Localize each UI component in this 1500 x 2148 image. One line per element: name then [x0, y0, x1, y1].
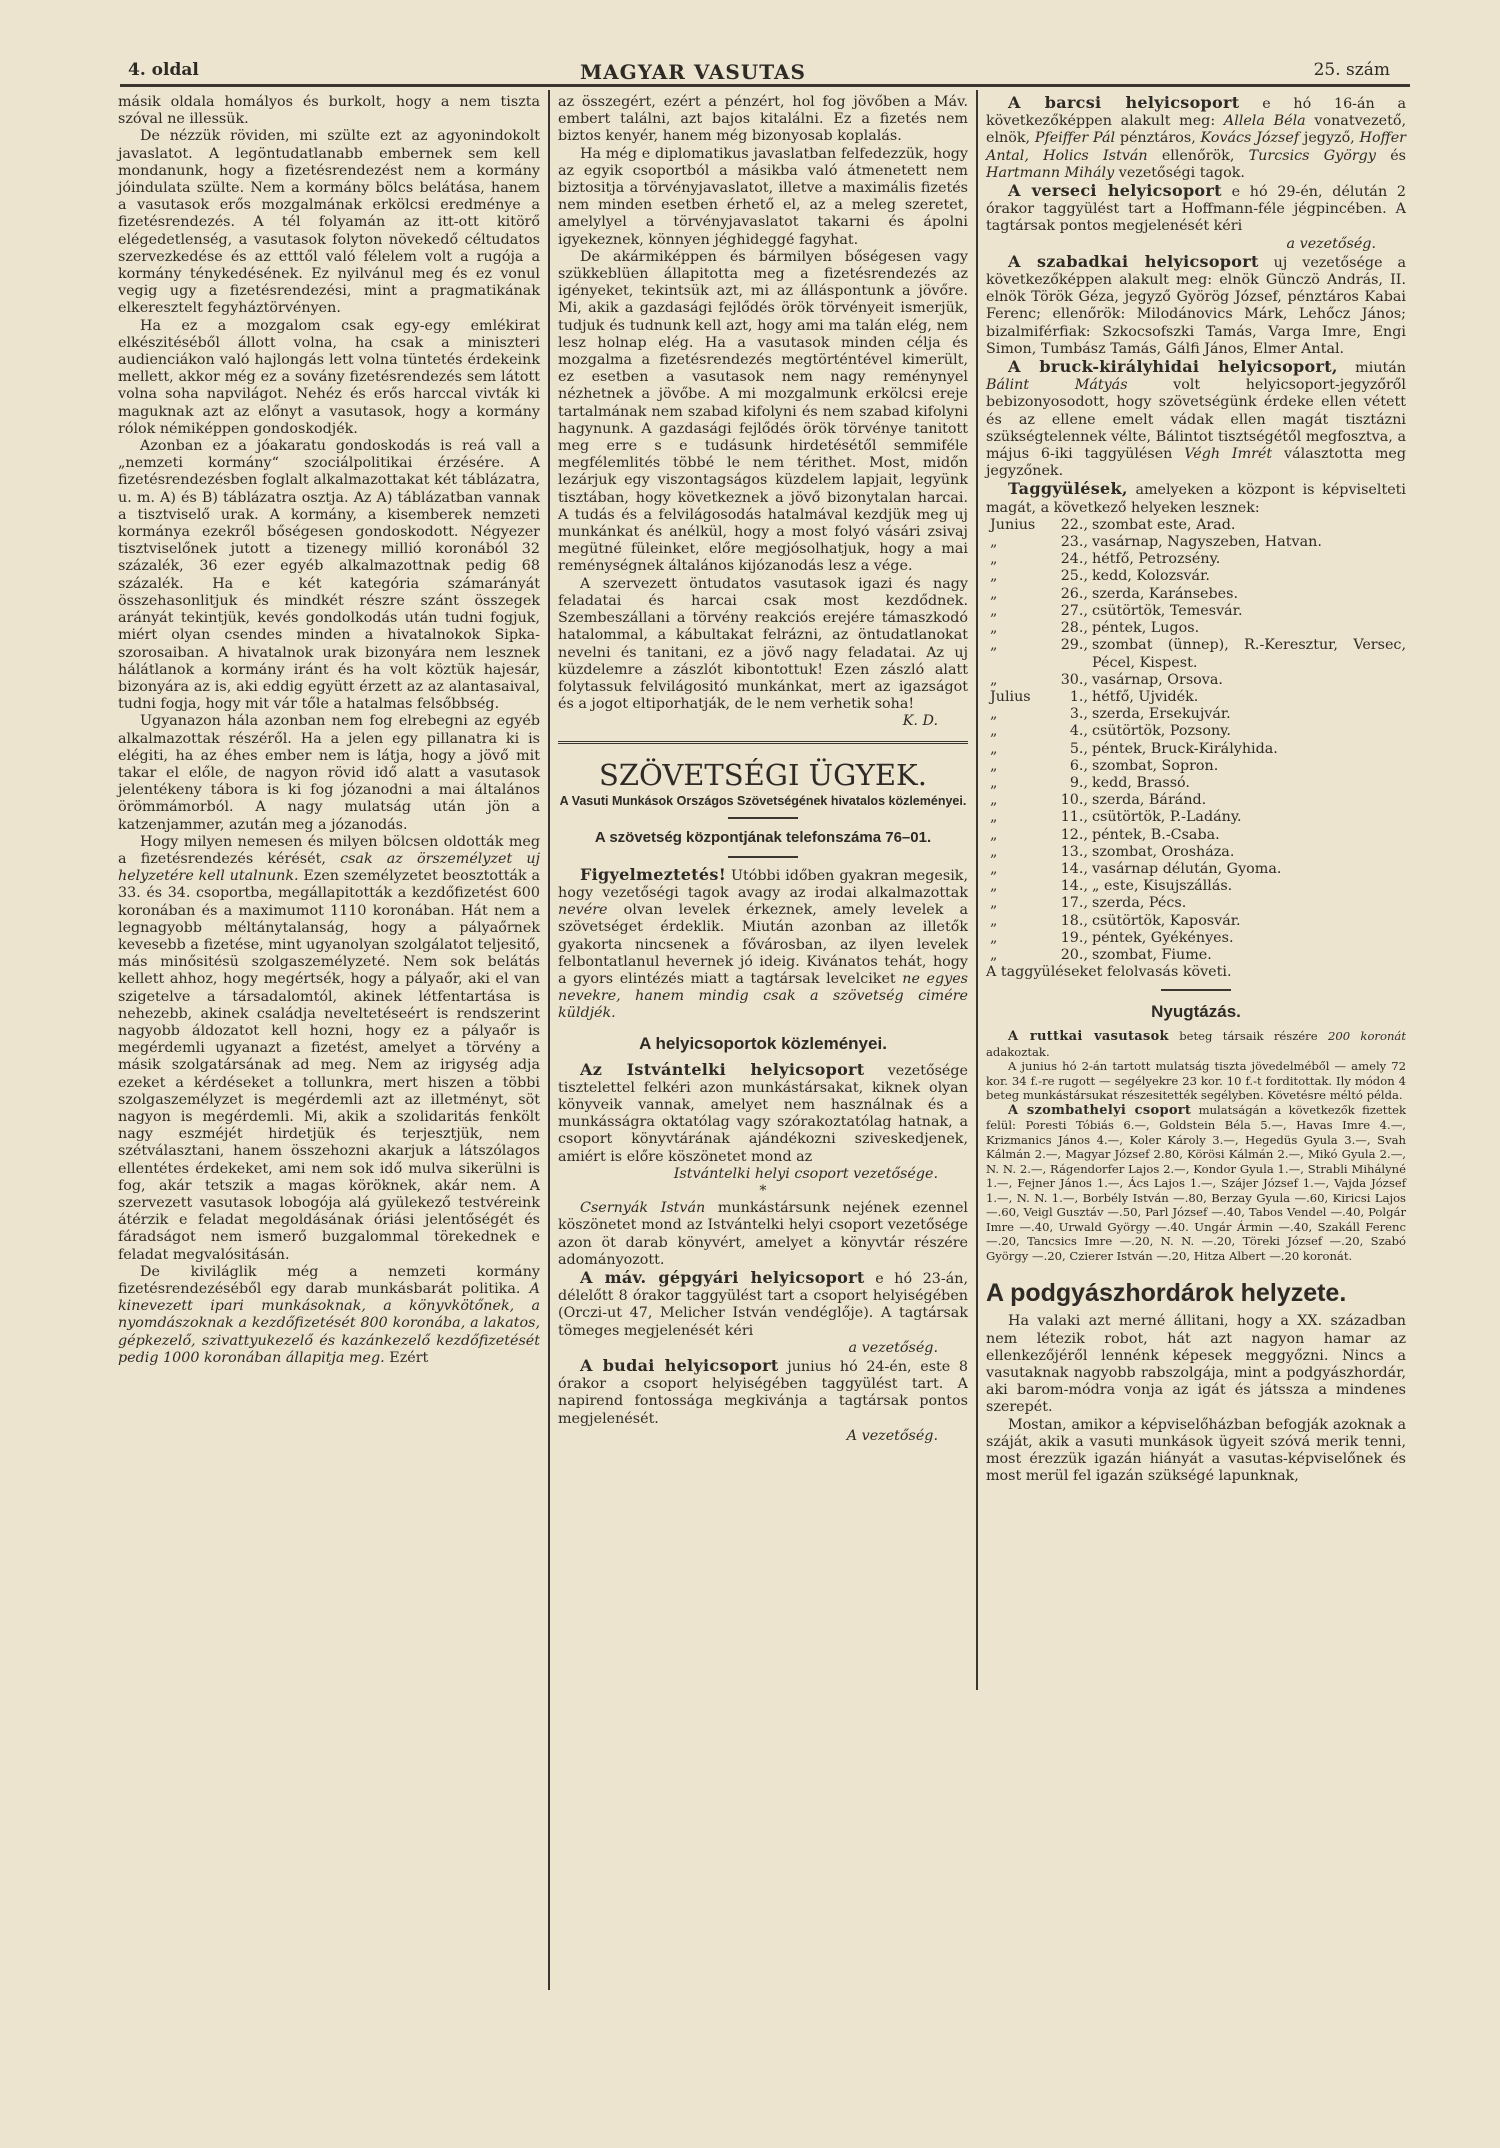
schedule-row: [986, 551, 1406, 568]
schedule-place: péntek, Gyékényes.: [1092, 929, 1234, 946]
schedule-row: [986, 947, 1406, 964]
schedule-place: péntek, Bruck-Királyhida.: [1092, 740, 1278, 757]
schedule-day: 23.,: [1060, 534, 1088, 551]
schedule-month: „: [990, 723, 998, 740]
schedule-place: kedd, Kolozsvár.: [1092, 568, 1210, 585]
schedule-row: [986, 672, 1406, 689]
schedule-row: [986, 689, 1406, 706]
article-paragraph: [558, 249, 968, 576]
schedule-month: „: [990, 912, 998, 929]
article-paragraph: [986, 1059, 1406, 1103]
schedule-row: [986, 758, 1406, 775]
article-paragraph: [986, 1417, 1406, 1486]
schedule-month: „: [990, 878, 998, 895]
schedule-month: Junius: [990, 516, 1036, 533]
article-paragraph: [986, 253, 1406, 358]
schedule-month: „: [990, 826, 998, 843]
article-paragraph: [986, 1103, 1406, 1264]
schedule-day: 13.,: [1060, 843, 1088, 860]
schedule-month: „: [990, 568, 998, 585]
schedule-row: [986, 603, 1406, 620]
schedule-month: „: [990, 637, 998, 654]
article-paragraph: [118, 318, 540, 438]
schedule-row: [986, 517, 1406, 534]
paragraph-text: olvan levelek érkeznek, amely levelek a szövetséget érdeklik. Miután azonban az illetők gyakorta nincsenek a fővárosban, az ilyen levelek felbontatlanul hevernek jó ideig. Kivánatos tehát, hogy a gyors elintézés miatt a tagtársak levelciket: [558, 902, 968, 987]
schedule-row: [986, 568, 1406, 585]
schedule-day: 14.,: [1060, 860, 1088, 877]
paragraph-lead: A barcsi helyicsoport: [1008, 93, 1240, 112]
italic-text: Végh Imrét: [1184, 446, 1273, 463]
schedule-month: „: [990, 860, 998, 877]
schedule-place: péntek, B.-Csaba.: [1092, 826, 1220, 843]
article-paragraph: [558, 866, 968, 1023]
schedule-row: [986, 534, 1406, 551]
schedule-row: [986, 637, 1406, 671]
schedule-row: [986, 913, 1406, 930]
paragraph-text: e hó 29-én, délután 2 órakor taggyülést tart a Hoffmann-féle jégpincében. A tagtársak pontos megjelenését kéri: [986, 184, 1407, 235]
schedule-day: 30.,: [1060, 671, 1088, 688]
paragraph-text: Mostan, amikor a képviselőházban befogják azoknak a száját, akik a vasuti munkások ügyeit szóvá merik tenni, most érezzük igazán hiányát a vasutas-képviselőnek és most merül fel igazán szükségé lapunknak,: [986, 1416, 1406, 1485]
schedule-place: szombat este, Arad.: [1092, 516, 1236, 533]
schedule-day: 3.,: [1069, 706, 1088, 723]
schedule-day: 17.,: [1060, 895, 1088, 912]
article-paragraph: [986, 1313, 1406, 1416]
schedule-place: kedd, Brassó.: [1092, 774, 1190, 791]
article-paragraph: [558, 146, 968, 249]
article-paragraph: [118, 834, 540, 1264]
schedule-month: „: [990, 620, 998, 637]
section-heading: Nyugtázás.: [1151, 1002, 1241, 1022]
paragraph-text: miután: [1337, 360, 1406, 377]
schedule-row: [986, 809, 1406, 826]
article-paragraph: [986, 182, 1406, 253]
schedule-month: „: [990, 740, 998, 757]
paragraph-text: Ha valaki azt merné állitani, hogy a XX. században nem létezik robot, hát azt nagyon hamar az ellenkezőjéről lennénk képesek meggyőzni. Nincs a vasutaknak nagyobb rabszolgája, mint a podgyászhordár, aki barom-módra vonja az igát és játssza a mindenes szerepét.: [986, 1313, 1406, 1416]
schedule-place: csütörtök, P.-Ladány.: [1092, 809, 1242, 826]
schedule-day: 12.,: [1060, 826, 1088, 843]
article-paragraph: [986, 480, 1406, 516]
column-3: [986, 94, 1406, 1485]
schedule-place: szerda, Pécs.: [1092, 895, 1187, 912]
italic-text: 200 koronát: [1327, 1029, 1406, 1044]
article-paragraph: [118, 128, 540, 317]
schedule-row: [986, 878, 1406, 895]
paragraph-lead: Taggyülések,: [1008, 479, 1128, 499]
column-divider: [976, 90, 978, 1690]
paragraph-text: vezetőségi tagok.: [1114, 164, 1245, 181]
schedule-row: [986, 706, 1406, 723]
paragraph-text: Ezért: [384, 1349, 429, 1366]
article-paragraph: [118, 713, 540, 833]
article-paragraph: [558, 1200, 968, 1269]
schedule-day: 9.,: [1069, 774, 1088, 791]
paragraph-text: ellenőrök,: [1147, 147, 1249, 164]
section-heading: SZÖVETSÉGI ÜGYEK.: [599, 757, 927, 792]
article-paragraph: [558, 1269, 968, 1357]
schedule-day: 24.,: [1060, 551, 1088, 568]
article-paragraph: [558, 94, 968, 146]
paragraph-lead: A máv. gépgyári helyicsoport: [580, 1267, 865, 1287]
schedule-place: hétfő, Ujvidék.: [1092, 688, 1199, 705]
paragraph-text: amelyeken a központ is képviselteti magát, a következő helyeken lesznek:: [986, 482, 1406, 516]
schedule-day: 6.,: [1069, 757, 1088, 774]
signature: Istvántelki helyi csoport vezetősége.: [673, 1165, 938, 1182]
schedule-day: 14.,: [1060, 878, 1088, 895]
column-2: [558, 94, 968, 1445]
signature: a vezetőség.: [848, 1339, 938, 1356]
page-header: [120, 56, 1410, 87]
section-heading: A Vasuti Munkások Országos Szövetségének hivatalos közleményei.: [559, 793, 967, 808]
schedule-place: csütörtök, Pozsony.: [1092, 723, 1231, 740]
paragraph-text: De nézzük röviden, mi szülte ezt az agyonindokolt javaslatot. A legöntudatlanabb embernek sem kell mondanunk, hogy a fizetésrendezést nem a kormány jóindulata szülte. Nem a kormány bölcs belátása, hanem a vasutasok erős mozgalmának erkölcsi eredménye a fizetésrendezés. A tél folyamán az itt-ott kitörő elégedetlenség, a vasutasok folyton növekedő céltudatos szervezkedése és az etttől való félelem volt a rugója a kormány ténykedésének. Ez nyilvánul meg és ez vonul vegig ugy a fizetésrendezési, mint a pragmatikának elkeresztelt fegyháztörvényen.: [118, 128, 540, 317]
schedule-month: „: [990, 706, 998, 723]
paragraph-text: pénztáros,: [1115, 130, 1201, 147]
section-heading: A szövetség központjának telefonszáma 76–01.: [594, 828, 932, 846]
schedule-day: 4.,: [1069, 723, 1088, 740]
separator-asterisk: *: [759, 1182, 767, 1199]
paragraph-text: Hogy milyen nemesen és milyen bölcsen oldották meg a fizetésrendezés kérését,: [118, 833, 540, 867]
schedule-place: szombat (ünnep), R.-Keresztur, Versec, Pécel, Kispest.: [1092, 637, 1406, 671]
schedule-month: „: [990, 602, 998, 619]
paragraph-text: adakoztak.: [986, 1044, 1050, 1059]
article-paragraph: [558, 1357, 968, 1445]
schedule-day: 19.,: [1060, 929, 1088, 946]
italic-text: Turcsics György: [1248, 147, 1376, 164]
paragraph-text: mulatságán a következők fizettek felül: Poresti Tóbiás 6.—, Goldstein Béla 5.—, Havas Imre 4.—, Krizmanics János 4.—, Koler Károly 3.—, Hegedüs Gyula 3.—, Svah Kálmán 2.—, Magyar József 2.80, Körösi Kálmán 2.—, Mikó Gyula 2.—, N. N. 2.—, Rágendorfer Lajos 2.—, Kondor Gyula 1.—, Strabli Mihályné 1.—, Fejner János 1.—, Ács Lajos 1.—, Szájer József 1.—, Vajda József 1.—, N. N. 1.—, Borbély István —.80, Berzay Gyula —.60, Kiricsi Lajos —.60, Veigl Gusztáv —.50, Parl József —.40, Tabos Vendel —.40, Polgár Imre —.40, Urwald György —.40. Ungár Ármin —.40, Szakáll Ferenc —.20, Tancsics Imre —.20, N. N. —.20, Töreki József —.20, Szabó György —.20, Czierer István —.20, Hitza Albert —.20 koronát.: [986, 1102, 1406, 1263]
article-paragraph: [558, 576, 968, 731]
meeting-schedule: [986, 517, 1406, 964]
schedule-row: [986, 620, 1406, 637]
italic-text: Csernyák István: [580, 1200, 706, 1217]
paragraph-text: Ugyanazon hála azonban nem fog elrebegni az egyéb alkalmazottak részéről. Ha a jelen egy pillanatra ki is elégiti, ha az éhes ember nem is látja, hogy a jövő mit takar el előle, de nagyon rövid idő alatt a vasutasok jelentékeny tábora is ki fog józanodni a mai általános örömmámorból. A nagy mulatság után jön a katzenjammer, azután meg a józanodás.: [118, 713, 540, 833]
signature: A vezetőség.: [846, 1427, 938, 1444]
section-heading: A podgyászhordárok helyzete.: [986, 1279, 1347, 1308]
column-1: [118, 94, 540, 1367]
schedule-row: [986, 586, 1406, 603]
schedule-place: hétfő, Petrozsény.: [1092, 551, 1221, 568]
paragraph-text: és: [1375, 147, 1406, 164]
article-paragraph: [986, 94, 1406, 182]
paragraph-lead: A ruttkai vasutasok: [1008, 1029, 1169, 1045]
paragraph-text: jegyző,: [1299, 130, 1360, 147]
schedule-day: 27.,: [1060, 602, 1088, 619]
schedule-month: „: [990, 895, 998, 912]
italic-text: Allela Béla: [1223, 113, 1306, 130]
schedule-month: „: [990, 809, 998, 826]
article-paragraph: [118, 94, 540, 128]
paragraph-text: volt helyicsoport-jegyzőről bebizonyosodott, hogy szövetségünk érdeke ellen vétett és az ellene emelt vádak ellen magát tisztázni szükségtelennek vélte, Bálintot tisztségétől megfosztva, a május 6-iki taggyülésen: [986, 377, 1406, 463]
schedule-row: [986, 895, 1406, 912]
schedule-place: szerda, Ersekujvár.: [1092, 706, 1231, 723]
paragraph-text: az összegért, ezért a pénzért, hol fog jövőben a Máv. embert találni, azt bajos kitalálni. Ez a fizetés nem biztos kenyér, hanem még bizonyosab koplalás.: [558, 94, 968, 145]
schedule-row: [986, 775, 1406, 792]
schedule-month: „: [990, 792, 998, 809]
schedule-place: vasárnap délután, Gyoma.: [1092, 860, 1282, 877]
schedule-place: „ este, Kisujszállás.: [1092, 878, 1233, 895]
paragraph-text: A junius hó 2-án tartott mulatság tiszta jövedelméből — amely 72 kor. 34 f.-re rugott — segélyekre 23 kor. 10 f.-t forditottak. Ily módon 4 beteg munkástársukat részesitették segélyben. Követésre méltó példa.: [986, 1059, 1406, 1103]
schedule-row: [986, 792, 1406, 809]
paragraph-text: Azonban ez a jóakaratu gondoskodás is reá vall a „nemzeti kormány“ szociálpolitikai érzésére. A fizetésrendezésben foglalt alkalmazottakat két táblázatra, u. m. A) és B) táblázatra osztja. Az A) táblázatban vannak a tisztviselő urak. A kormány, a kisemberek nemzeti kormánya ezekről bőségesen gondoskodott. Négyezer tisztviselőnek jutott a tizenegy millió koronából 32 százalék, 36 ezer egyéb alkalmazottnak pedig 68 százalék. Ha e két kategória számarányát összehasonlitjuk és mindkét részre szánt összegek arányát tekintjük, kevés gondolkodás után tudni fogjuk, miért olyan csendes minden a hivatalnokok Sipka-szorosaiban. A hivatalnok urak bizonyára nem lesznek hálátlanok a kormány iránt és ha volt köztük hajesár, bizonyára az is, aki eddig együtt érzett az az alantasaival, tudni fogja, hogy mit vár tőle a hatalmas felsőbbség.: [118, 438, 540, 713]
schedule-place: vasárnap, Orsova.: [1092, 671, 1223, 688]
paragraph-lead: Az Istvántelki helyicsoport: [580, 1059, 865, 1079]
schedule-day: 28.,: [1060, 620, 1088, 637]
paragraph-text: e hó 23-án, délelőtt 8 órakor taggyülést tart a csoport helyiségében (Orczi-ut 47, Melicher István vendéglője). A tagtársak tömeges megjelenését kéri: [558, 1270, 968, 1339]
paragraph-text: Ha még e diplomatikus javaslatban felfedezzük, hogy az egyik csoportból a másikba való átmenetett nem biztositja a törvényjavaslatot, illetve a maximális fizetés nem minden esetben érhető el, az a meleg szeretet, amelylyel a törvényjavaslatot takarni és ápolni igyekeznek, könnyen jéghideggé fagyhat.: [558, 145, 968, 248]
paragraph-text: vonatvezető, elnök,: [986, 113, 1406, 147]
schedule-day: 26.,: [1060, 585, 1088, 602]
schedule-day: 18.,: [1060, 912, 1088, 929]
schedule-place: csütörtök, Temesvár.: [1092, 602, 1243, 619]
schedule-place: péntek, Lugos.: [1092, 620, 1200, 637]
schedule-place: szerda, Báránd.: [1092, 792, 1207, 809]
italic-text: Pfeiffer Pál: [1034, 130, 1116, 147]
paragraph-lead: A bruck-királyhidai helyicsoport,: [1008, 357, 1338, 377]
schedule-row: [986, 741, 1406, 758]
newspaper-title: MAGYAR VASUTAS: [580, 60, 806, 84]
italic-text: Bálint Mátyás: [986, 377, 1128, 394]
schedule-month: „: [990, 757, 998, 774]
schedule-day: 11.,: [1060, 809, 1088, 826]
schedule-place: vasárnap, Nagyszeben, Hatvan.: [1092, 534, 1322, 551]
schedule-row: [986, 930, 1406, 947]
paragraph-text: uj vezetősége a következőképpen alakult meg: elnök Günczö András, II. elnök Török Géza, jegyző Györög József, pénztáros Kabai Ferenc; ellenőrök: Milodánovics Márk, Lehőcz János; bizalmiférfiak: Szkocsofszki Tamás, Varga Imre, Engi Simon, Tumbász Tamás, Gálfi János, Elmer Antal.: [986, 254, 1407, 357]
article-paragraph: [118, 1264, 540, 1367]
italic-text: A kinevezett ipari munkásoknak, a könyvkötőnek, a nyomdászoknak a kezdőfizetését 800 koronába, a lakatos, gépkezelő, szivattyukezelő és kazánkezelő kezdőfizetését pedig 1000 koronában állapitja meg.: [118, 1281, 540, 1366]
schedule-month: „: [990, 929, 998, 946]
paragraph-text: Utóbbi időben gyakran megesik, hogy vezetőségi tagok avagy az irodai alkalmazottak: [558, 867, 968, 901]
page-number: 4. oldal: [128, 60, 199, 80]
schedule-day: 10.,: [1060, 792, 1088, 809]
article-paragraph: [986, 1029, 1406, 1059]
paragraph-lead: Figyelmeztetés!: [580, 864, 727, 884]
paragraph-lead: A verseci helyicsoport: [1008, 181, 1222, 201]
schedule-month: „: [990, 946, 998, 963]
double-rule: [558, 741, 968, 744]
signature: a vezetőség.: [1286, 235, 1376, 252]
separator-rule: [728, 817, 798, 819]
paragraph-text: választotta meg jegyzőnek.: [986, 446, 1406, 480]
paragraph-text: Ezen személyzetet beosztották a 33. és 34. csoportba, megállapitották a kezdőfizetést 600 koronában és a maximumot 1110 koronában. Hát nem a legnagyobb méltánytalanság, hogy a pályaőrnek kevesebb a fizetése, mint ugyanolyan szolgálatot teljesitő, más minősitésü szolgaszemélyzeté. Nem sok belátás kellett ahhoz, hogy megértsék, hogy a pályaőr, aki el van szigetelve a társadalomtól, akinek létfentartása is nehezebb, akinek családja neveltetéseért is rendszerint nagyobb áldozatot kell hozni, hogy ez a pályaőr is megérdemli ugyanazt a fizetést, amelyet a törvény a másik szolgatársának ad meg. Nem az irigység adja ezeket a kérdéseket a tollunkra, mert hiszen a többi szolgaszemélyzet is megérdemli azt az illetményt, söt nagyon is megérdemli. Mi, akik a szolidaritás fenkölt nagy eszméjét hirdetjük és terjesztjük, nem szétválasztani, hanem összehozni akarjuk a látszólagos ellentétes érdekeket, ami nem sok idő mulva sikerülni is fog, akár tetszik a magas köröknek, akár nem. A szervezett vasutasok lobogója alá gyülekező testvéreink átérzik e feladat megoldásának óriási jelentőségét és fáradságot nem ismerő buzgalommal törekednek e feladat megvalósitásán.: [118, 868, 540, 1263]
article-paragraph: [986, 358, 1406, 480]
schedule-month: „: [990, 585, 998, 602]
schedule-place: szerda, Karánsebes.: [1092, 585, 1238, 602]
schedule-place: szombat, Sopron.: [1092, 757, 1219, 774]
schedule-day: 25.,: [1060, 568, 1088, 585]
schedule-month: „: [990, 843, 998, 860]
paragraph-text: munkástársunk nejének ezennel köszönetet mond az Istvántelki helyi csoport vezetősége azon öt darab könyvért, amelyet a könyvtár részére adományozott.: [558, 1200, 968, 1268]
schedule-month: „: [990, 671, 998, 688]
paragraph-lead: A szabadkai helyicsoport: [1008, 251, 1259, 271]
schedule-day: 5.,: [1069, 740, 1088, 757]
paragraph-text: A taggyüléseket felolvasás követi.: [986, 964, 1232, 981]
paragraph-text: Ha ez a mozgalom csak egy-egy emlékirat elkészitéséből állott volna, ha csak a miniszteri audienciákon való hajlongás lett volna tüntetés érdekeink mellett, akkor még ez a sovány fizetésrendezés sem látott volna soha napvilágot. Nehéz és erős harccal vivták ki maguknak azt az előnyt a vasutasok, hogy a kormány rólok némiképpen gondoskodjék.: [118, 317, 540, 437]
italic-text: csak az örszemélyzet uj helyzetére kell utalnunk.: [118, 850, 541, 885]
schedule-month: Julius: [990, 688, 1031, 705]
paragraph-text: e hó 16-án a következőképpen alakult meg:: [986, 96, 1406, 130]
schedule-place: csütörtök, Kaposvár.: [1092, 912, 1241, 929]
italic-text: Hoffer Antal, Holics István: [986, 130, 1406, 164]
schedule-row: [986, 723, 1406, 740]
article-paragraph: [558, 1061, 968, 1183]
schedule-day: 20.,: [1060, 946, 1088, 963]
schedule-month: „: [990, 551, 998, 568]
paragraph-text: másik oldala homályos és burkolt, hogy a nem tiszta szóval ne illessük.: [118, 94, 540, 128]
article-paragraph: [118, 438, 540, 713]
paragraph-text: junius hó 24-én, este 8 órakor a csoport helyiségében taggyülést tart. A napirend fontossága megkivánja a tagtársak pontos megjelenését.: [558, 1359, 969, 1427]
schedule-row: [986, 861, 1406, 878]
italic-text: Hartmann Mihály: [986, 164, 1115, 181]
signature: K. D.: [902, 713, 938, 730]
schedule-place: szombat, Orosháza.: [1092, 843, 1235, 860]
paragraph-text: A szervezett öntudatos vasutasok igazi és nagy feladatai és harcai csak most kezdődnek. Szembeszállani a törvény reakciós erejére támaszkodó hatalommal, a kábultakat felrázni, az öntudatlanokat nevelni és tanitani, ez a jövő nagy feladatai. Az uj küzdelemre a zászlót kibontottuk! Ezen zászló alatt folytassuk felvilágositó munkánkat, mert az igazságot és a jogot eltiporhatják, de le nem verhetik soha!: [558, 575, 968, 713]
schedule-row: [986, 827, 1406, 844]
italic-text: ne egyes nevekre, hanem mindig csak a szövetség cimére küldjék.: [558, 970, 968, 1022]
schedule-day: 22.,: [1060, 516, 1088, 533]
article-paragraph: [986, 964, 1406, 981]
schedule-month: „: [990, 534, 998, 551]
paragraph-lead: A szombathelyi csoport: [1008, 1102, 1192, 1118]
paragraph-lead: A budai helyicsoport: [580, 1356, 779, 1375]
paragraph-text: De akármiképpen és bármilyen bőségesen vagy szükkeblüen állapitotta meg a fizetésrendezés az igényeket, tekintsük azt, mi az álláspontunk a jövőre. Mi, akik a gazdasági fejlődés örök törvényeit ismerjük, tudjuk és tudnunk kell azt, hogy ami ma talán elég, nem lesz holnap elég. Ha a vasutasok minden célja és mozgalma a fizetésrendezés megtörténtével kimerült, ez esetben a vasutasok nem nagy reménynyel nézhetnek a jövőbe. A mi mozgalmunk erkölcsi ereje tartalmának nem szabad kifolyni és nem szabad kifolyni hagynunk. A gazdasági fejlődés örök törvénye tanitott meg erre s e tudásunk hirdetésétől semmiféle megfélemlités többé le nem térithet. Most, midőn lezárjuk egy viszontagságos küzdelem lapjait, legyünk tisztában, hogy következnek a jövő bizonytalan harcai. A tudás és a felvilágosodás hatalmával kezdjük meg uj munkánkat és anélkül, hogy a most folyó vásári zsivaj megütné füleinket, előre megjósolhatjuk, hogy a mai reménységnek általános kijózanodás lesz a vége.: [558, 248, 968, 575]
paragraph-text: vezetősége tisztelettel felkéri azon munkástársakat, kiknek olyan könyveik vannak, amelyet nem használnak és a munkásságra oktatólag vagy szórakoztatólag hatnak, a csoport könyvtárának ajándékozni sziveskedjenek, amiért is előre köszönetet mond az: [558, 1062, 968, 1165]
separator-rule: [1161, 989, 1231, 991]
paragraph-text: beteg társaik részére: [1168, 1029, 1328, 1044]
issue-number: 25. szám: [1313, 60, 1390, 80]
column-divider: [548, 90, 550, 1990]
schedule-day: 1.,: [1069, 688, 1088, 705]
section-heading: A helyicsoportok közleményei.: [639, 1033, 887, 1053]
schedule-day: 29.,: [1060, 637, 1088, 654]
italic-text: Kovács József: [1200, 130, 1300, 147]
schedule-month: „: [990, 774, 998, 791]
schedule-row: [986, 844, 1406, 861]
schedule-place: szombat, Fiume.: [1092, 946, 1212, 963]
paragraph-text: De kiviláglik még a nemzeti kormány fizetésrendezéséből egy darab munkásbarát politika.: [118, 1263, 540, 1298]
italic-text: nevére: [558, 902, 608, 919]
separator-rule: [728, 856, 798, 858]
